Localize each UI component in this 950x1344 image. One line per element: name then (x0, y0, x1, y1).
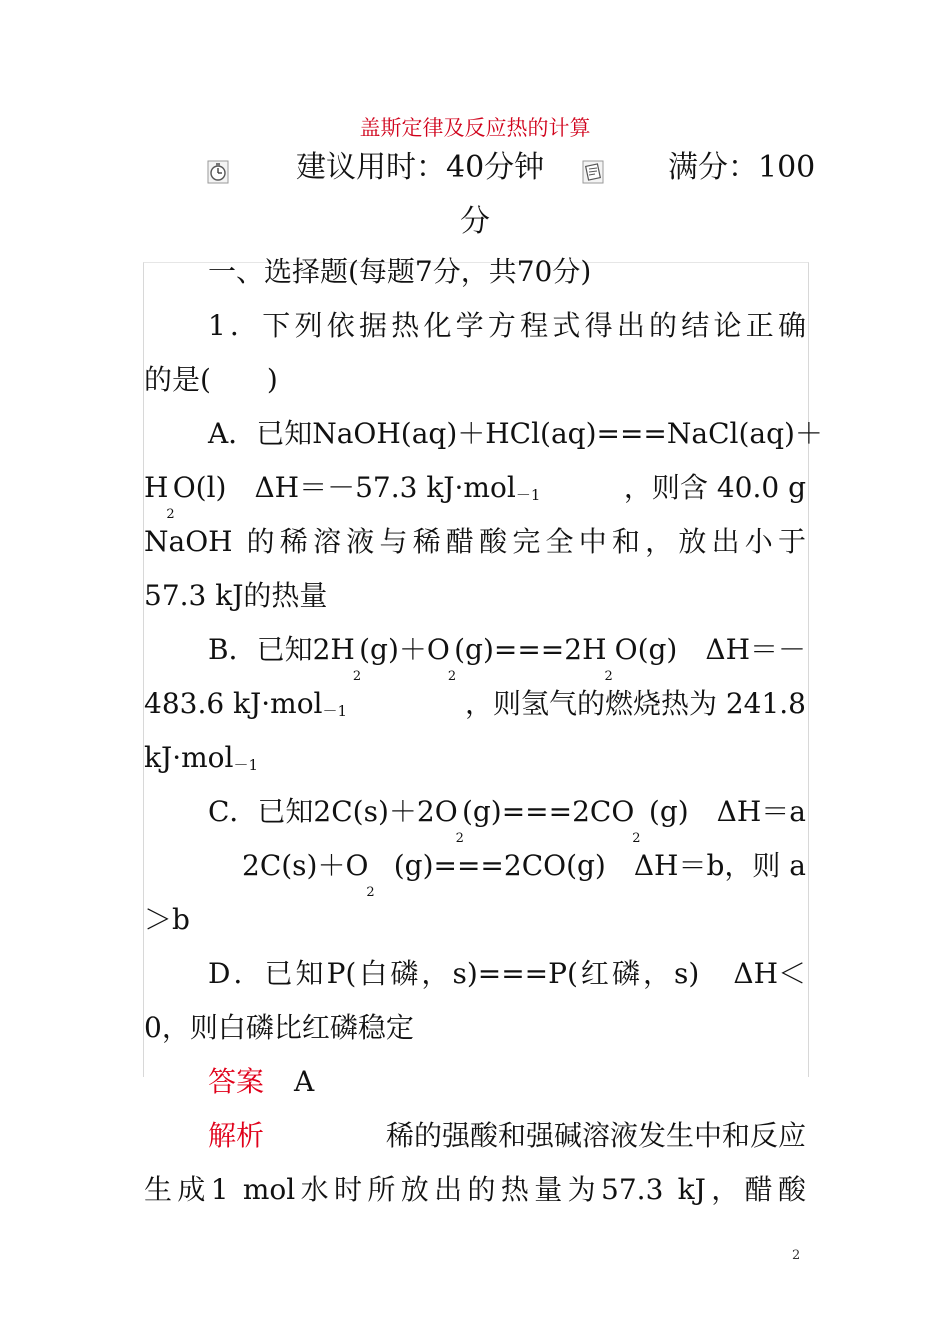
subscript: 2 (632, 831, 641, 846)
option-b-text: 483.6 kJ·mol (144, 687, 323, 720)
answer-label: 答案 (208, 1065, 265, 1098)
question-stem-line-2: 的是( ) (144, 363, 278, 396)
option-b-text: (g)===2H (454, 633, 607, 666)
option-c-tail: (g) ΔH＝a (648, 795, 806, 828)
subscript: 2 (366, 885, 375, 900)
option-b-line-2 (144, 684, 806, 724)
score-icon (582, 160, 604, 184)
full-score-unit: 分 (460, 204, 490, 239)
option-a-tail: ，则含 40.0 g (623, 471, 806, 504)
subscript: 2 (447, 669, 457, 684)
option-a-h: H (144, 471, 169, 504)
document-title: 盖斯定律及反应热的计算 (359, 116, 591, 140)
option-c-text: 2C(s)＋O (242, 849, 369, 882)
option-a-line-2 (144, 468, 806, 522)
clock-icon (207, 160, 229, 184)
subscript: 2 (604, 669, 613, 684)
page-number: 2 (792, 1248, 801, 1263)
option-b-text: B．已知2H (208, 633, 355, 666)
answer-value: A (294, 1065, 315, 1098)
option-a-line-1: A．已知NaOH(aq)＋HCl(aq)===NaCl(aq)＋ (208, 417, 823, 450)
option-c-text: C．已知2C(s)＋2O (208, 795, 458, 828)
superscript: －1 (233, 756, 259, 774)
suggested-time: 建议用时：40分钟 (296, 150, 545, 185)
full-score: 满分：100 (668, 150, 816, 185)
analysis-line-1 (208, 1116, 806, 1156)
answer-line (208, 1062, 314, 1102)
option-a-line-3: NaOH 的稀溶液与稀醋酸完全中和，放出小于 (144, 525, 806, 558)
option-c-line-2 (242, 846, 806, 900)
section-heading: 一、选择题(每题7分，共70分) (208, 255, 592, 288)
option-b-text: kJ·mol (144, 741, 234, 774)
option-b-tail: ，则氢气的燃烧热为 241.8 (464, 687, 806, 720)
option-c-text: (g)===2CO (461, 795, 635, 828)
option-d-line-1: D．已知P(白磷，s)===P(红磷，s) ΔH＜ (208, 957, 806, 990)
option-a-line-4: 57.3 kJ的热量 (144, 579, 328, 612)
analysis-label: 解析 (208, 1119, 265, 1152)
superscript: －1 (515, 486, 541, 504)
option-b-line-1 (208, 630, 806, 684)
option-d-line-2: 0，则白磷比红磷稳定 (144, 1011, 414, 1044)
option-c-line-1 (208, 792, 806, 846)
option-b-tail: O(g) ΔH＝－ (614, 633, 806, 666)
option-b-line-3 (144, 738, 258, 778)
subscript: 2 (352, 669, 362, 684)
superscript: －1 (322, 702, 348, 720)
option-c-tail: (g)===2CO(g) ΔH＝b，则 a (393, 849, 806, 882)
question-stem-line-1: 1．下列依据热化学方程式得出的结论正确 (208, 309, 806, 342)
analysis-line-2: 生成1 mol水时所放出的热量为57.3 kJ，醋酸 (144, 1173, 806, 1206)
option-c-line-3: ＞b (144, 903, 190, 936)
option-a-equation: O(l) ΔH＝－57.3 kJ·mol (172, 471, 516, 504)
option-b-text: (g)＋O (359, 633, 450, 666)
subscript: 2 (455, 831, 464, 846)
subscript: 2 (166, 507, 175, 522)
analysis-text: 稀的强酸和强碱溶液发生中和反应 (385, 1119, 806, 1152)
